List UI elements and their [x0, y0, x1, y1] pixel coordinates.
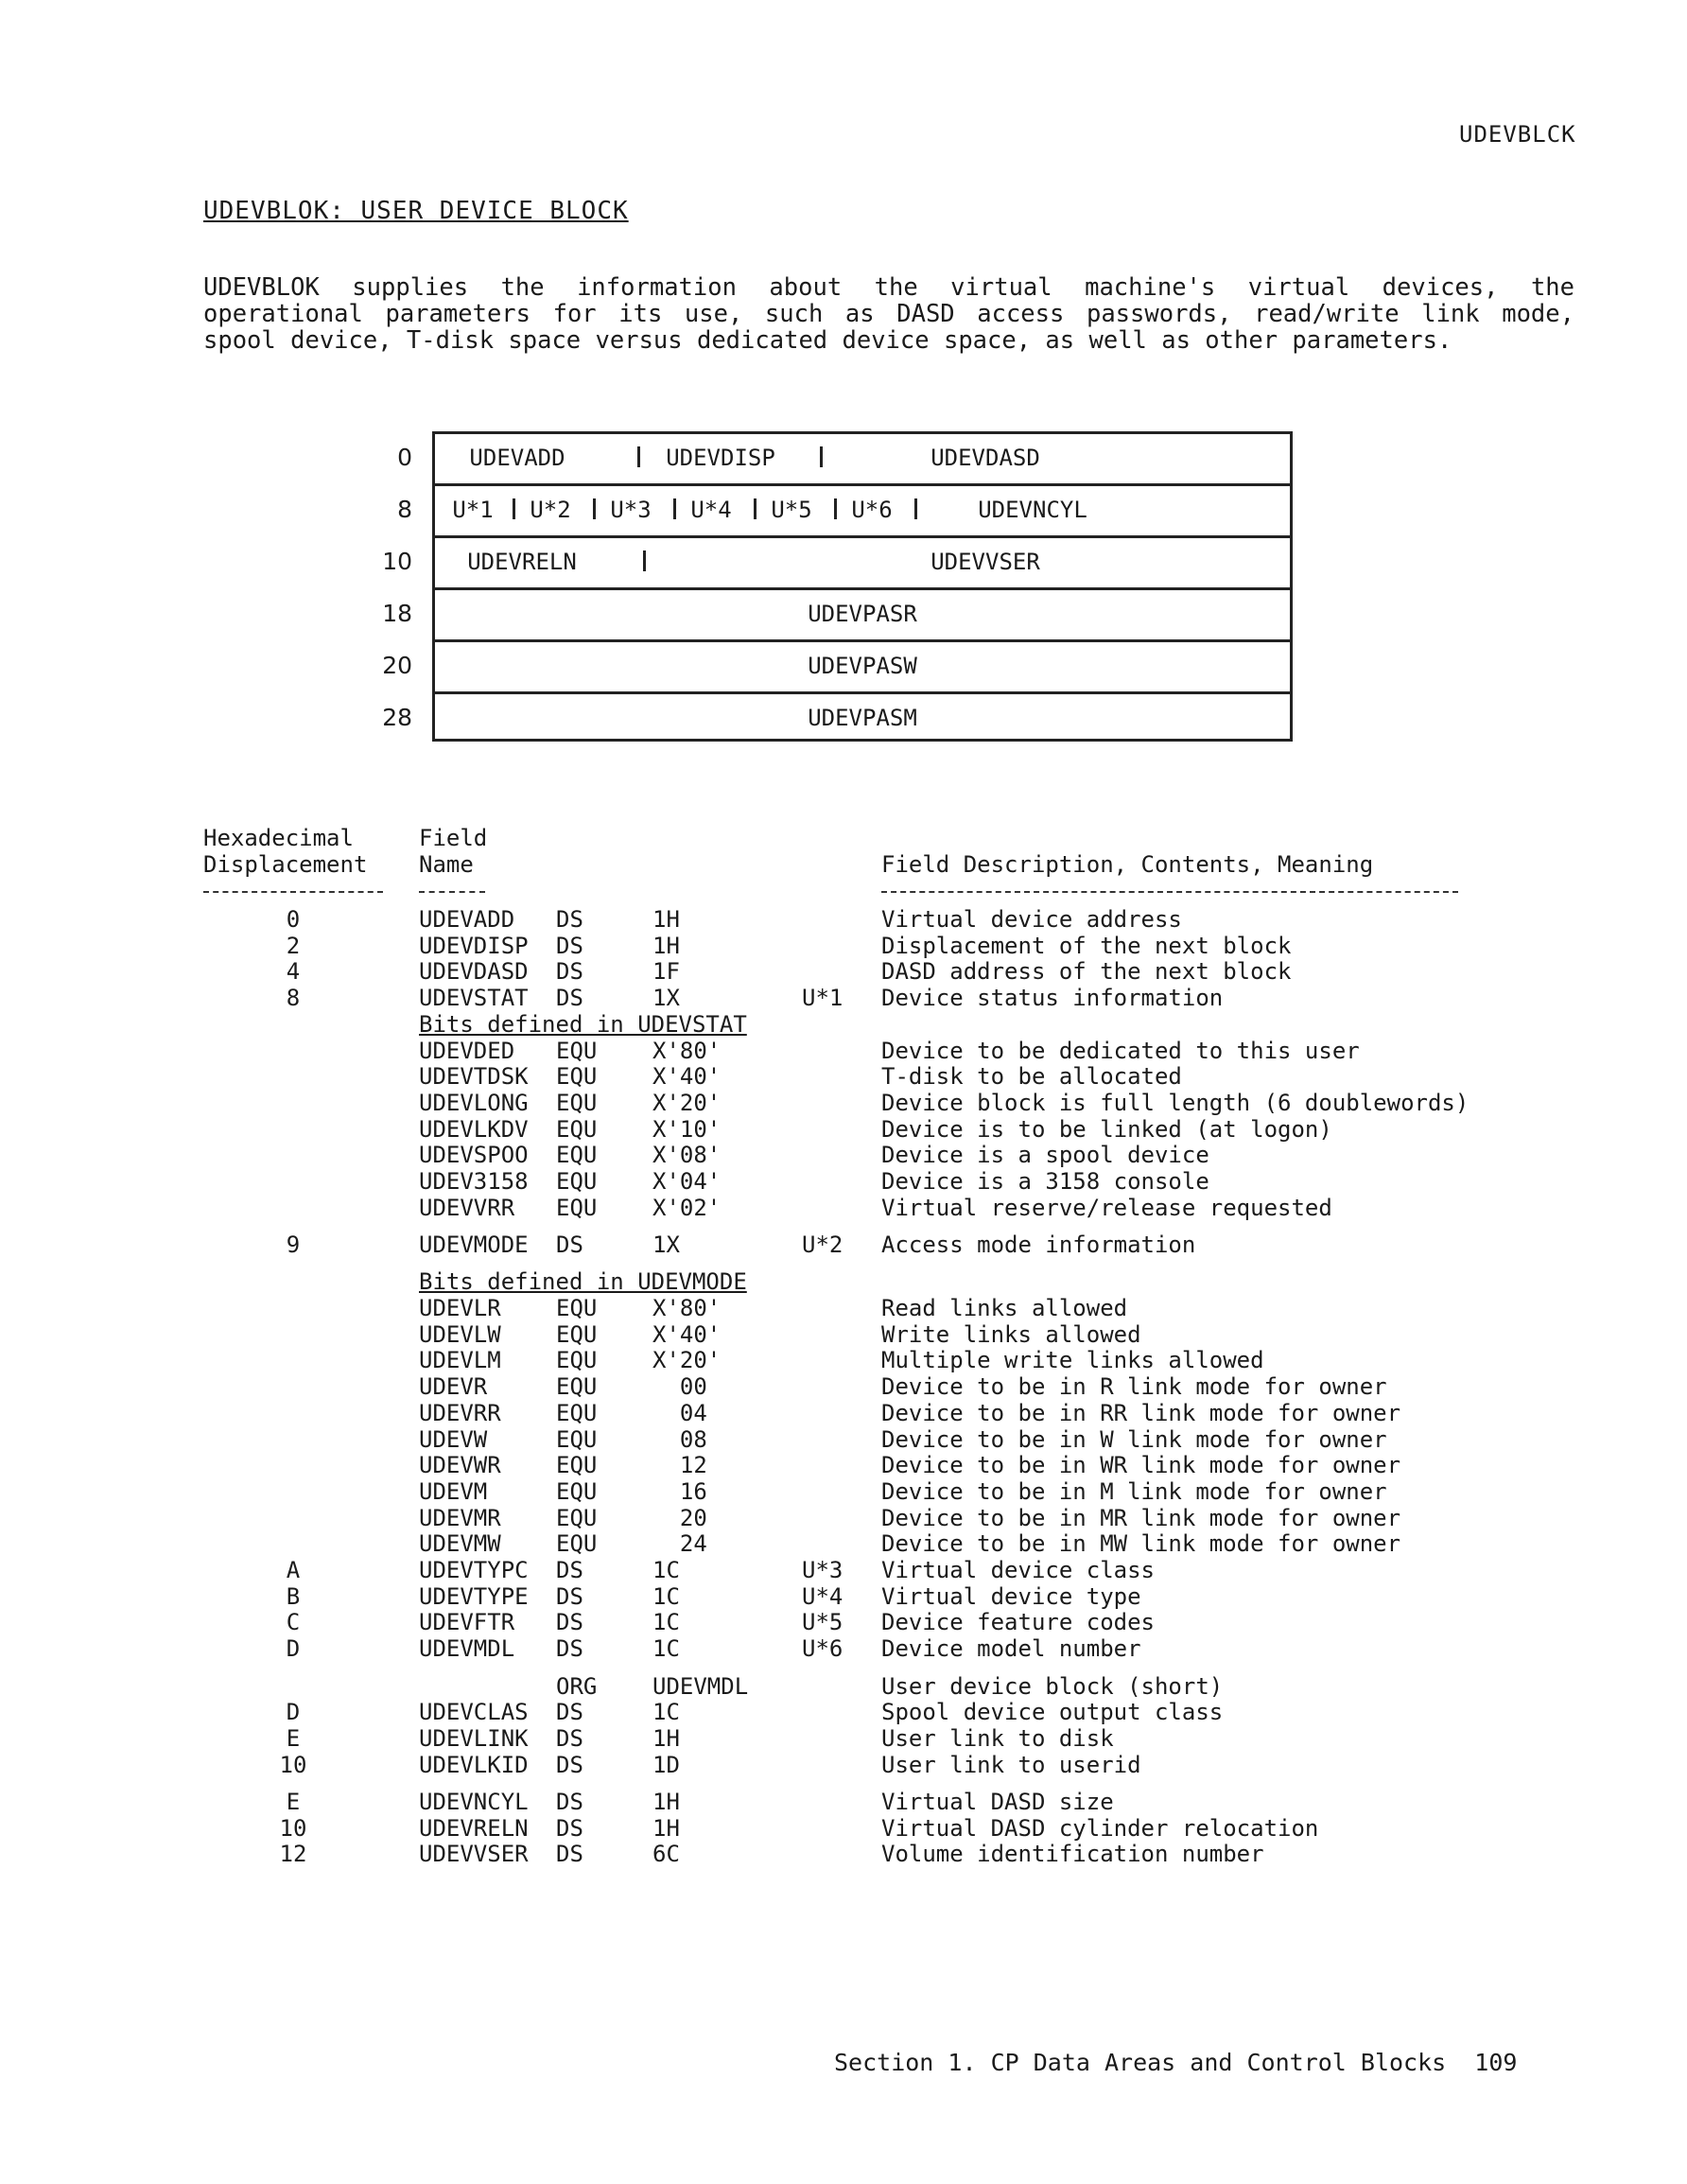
page-title: UDEVBLOK: USER DEVICE BLOCK — [203, 197, 629, 225]
table-row — [0, 1699, 1687, 1725]
directive-cell: DS — [556, 1635, 583, 1662]
field-u2: U*2 — [530, 497, 571, 523]
field-name-cell: UDEVLINK — [419, 1725, 529, 1752]
field-u3: U*3 — [610, 497, 652, 523]
description-cell: Virtual DASD cylinder relocation — [881, 1815, 1319, 1842]
reference-cell: U*5 — [802, 1609, 844, 1635]
directive-cell: EQU — [556, 1116, 598, 1143]
field-name-cell: UDEVLW — [419, 1321, 501, 1348]
cell-separator — [673, 498, 676, 519]
block-layout-diagram — [342, 420, 1326, 742]
reference-cell: U*2 — [802, 1232, 844, 1258]
table-row — [0, 1789, 1687, 1815]
field-name-cell: UDEVWR — [419, 1452, 501, 1478]
directive-cell: EQU — [556, 1321, 598, 1348]
table-row — [0, 1063, 1687, 1090]
value-cell: X'04' — [652, 1168, 722, 1195]
directive-cell: DS — [556, 1699, 583, 1725]
table-row — [0, 1815, 1687, 1842]
directive-cell: EQU — [556, 1400, 598, 1426]
field-name-cell: UDEVLR — [419, 1295, 501, 1321]
table-row — [0, 1321, 1687, 1348]
reference-cell: U*3 — [802, 1557, 844, 1583]
table-row — [0, 1168, 1687, 1195]
description-cell: User device block (short) — [881, 1673, 1224, 1700]
field-name-cell: UDEVCLAS — [419, 1699, 529, 1725]
cell-separator — [834, 498, 837, 519]
table-row — [0, 1426, 1687, 1453]
displacement-cell: 4 — [286, 958, 301, 985]
field-udevdasd: UDEVDASD — [930, 445, 1040, 471]
offset-label: 10 — [382, 548, 412, 575]
field-name-cell: UDEVMDL — [419, 1635, 515, 1662]
directive-cell: EQU — [556, 1168, 598, 1195]
description-cell: Virtual DASD size — [881, 1789, 1114, 1815]
field-name-cell: UDEVTYPC — [419, 1557, 529, 1583]
field-name-cell: UDEV3158 — [419, 1168, 529, 1195]
value-cell: 1H — [652, 1789, 680, 1815]
field-udevreln: UDEVRELN — [467, 549, 577, 575]
directive-cell: DS — [556, 1583, 583, 1610]
value-cell: X'80' — [652, 1038, 722, 1064]
field-name-cell: UDEVSPOO — [419, 1142, 529, 1168]
value-cell: 1H — [652, 906, 680, 933]
cell-separator — [643, 550, 646, 571]
table-row — [0, 1673, 1687, 1700]
directive-cell: EQU — [556, 1505, 598, 1531]
table-row — [0, 1583, 1687, 1610]
field-name-cell: UDEVTYPE — [419, 1583, 529, 1610]
description-cell: Device to be dedicated to this user — [881, 1038, 1360, 1064]
field-udevadd: UDEVADD — [469, 445, 565, 471]
diagram-divider — [432, 639, 1293, 642]
description-cell: Device to be in W link mode for owner — [881, 1426, 1387, 1453]
displacement-cell: C — [286, 1609, 301, 1635]
value-cell: 1C — [652, 1609, 680, 1635]
description-cell: Device to be in RR link mode for owner — [881, 1400, 1401, 1426]
directive-cell: DS — [556, 1232, 583, 1258]
intro-paragraph — [203, 274, 1574, 354]
value-cell: 1H — [652, 1815, 680, 1842]
directive-cell: ORG — [556, 1673, 598, 1700]
bits-subheading — [0, 1268, 1687, 1295]
diagram-divider — [432, 691, 1293, 694]
table-row — [0, 1609, 1687, 1635]
description-cell: Volume identification number — [881, 1841, 1264, 1867]
displacement-cell: E — [286, 1789, 301, 1815]
table-row — [0, 1478, 1687, 1505]
value-cell: 1H — [652, 1725, 680, 1752]
header-displacement-1: Hexadecimal — [203, 825, 354, 851]
value-cell: X'08' — [652, 1142, 722, 1168]
directive-cell: EQU — [556, 1373, 598, 1400]
directive-cell: DS — [556, 1815, 583, 1842]
value-cell: UDEVMDL — [652, 1673, 749, 1700]
diagram-frame — [432, 431, 1293, 742]
field-name-cell: UDEVVSER — [419, 1841, 529, 1867]
directive-cell: DS — [556, 1557, 583, 1583]
displacement-cell: 10 — [279, 1752, 307, 1778]
field-name-cell: UDEVMR — [419, 1505, 501, 1531]
description-cell: DASD address of the next block — [881, 958, 1292, 985]
field-name-cell: UDEVDED — [419, 1038, 515, 1064]
directive-cell: EQU — [556, 1195, 598, 1221]
table-row — [0, 1752, 1687, 1778]
field-name-cell: UDEVMW — [419, 1530, 501, 1557]
table-row — [0, 1090, 1687, 1116]
table-row — [0, 1841, 1687, 1867]
field-u1: U*1 — [452, 497, 494, 523]
description-cell: Device to be in MR link mode for owner — [881, 1505, 1401, 1531]
header-description: Field Description, Contents, Meaning — [881, 851, 1374, 878]
value-cell: X'40' — [652, 1321, 722, 1348]
field-name-cell: UDEVR — [419, 1373, 488, 1400]
displacement-cell: B — [286, 1583, 301, 1610]
diagram-divider — [432, 587, 1293, 590]
field-name-cell: UDEVVRR — [419, 1195, 515, 1221]
offset-label: 0 — [397, 444, 412, 471]
directive-cell: EQU — [556, 1090, 598, 1116]
table-row — [0, 1373, 1687, 1400]
field-u5: U*5 — [771, 497, 812, 523]
directive-cell: EQU — [556, 1038, 598, 1064]
page-footer: Section 1. CP Data Areas and Control Blocks 109 — [834, 2049, 1518, 2076]
directive-cell: EQU — [556, 1426, 598, 1453]
field-name-cell: UDEVM — [419, 1478, 488, 1505]
field-name-cell: UDEVW — [419, 1426, 488, 1453]
description-cell: Device to be in M link mode for owner — [881, 1478, 1387, 1505]
table-row — [0, 1725, 1687, 1752]
table-row — [0, 1116, 1687, 1143]
value-cell: 1C — [652, 1699, 680, 1725]
field-udevpasw: UDEVPASW — [808, 653, 917, 679]
header-field-1: Field — [419, 825, 488, 851]
displacement-cell: D — [286, 1699, 301, 1725]
cell-separator — [513, 498, 515, 519]
value-cell: 24 — [652, 1530, 707, 1557]
reference-cell: U*6 — [802, 1635, 844, 1662]
value-cell: 04 — [652, 1400, 707, 1426]
directive-cell: DS — [556, 1609, 583, 1635]
field-name-cell: UDEVLM — [419, 1347, 501, 1373]
value-cell: X'02' — [652, 1195, 722, 1221]
displacement-cell: E — [286, 1725, 301, 1752]
description-cell: Device model number — [881, 1635, 1141, 1662]
directive-cell: EQU — [556, 1530, 598, 1557]
diagram-divider — [432, 483, 1293, 486]
description-cell: Device to be in MW link mode for owner — [881, 1530, 1401, 1557]
directive-cell: DS — [556, 1725, 583, 1752]
field-u6: U*6 — [851, 497, 893, 523]
table-row — [0, 1347, 1687, 1373]
intro-line: operational parameters for its use, such as DASD access passwords, read/write link mode, — [203, 300, 1574, 328]
description-cell: Virtual device type — [881, 1583, 1141, 1610]
description-cell: Device feature codes — [881, 1609, 1155, 1635]
header-displacement-2: Displacement — [203, 851, 368, 878]
field-udevdisp: UDEVDISP — [666, 445, 775, 471]
value-cell: X'20' — [652, 1347, 722, 1373]
table-row — [0, 933, 1687, 959]
bits-subheading — [0, 1011, 1687, 1038]
displacement-cell: 0 — [286, 906, 301, 933]
description-cell: Device block is full length (6 doublewords) — [881, 1090, 1470, 1116]
offset-label: 18 — [382, 600, 412, 627]
value-cell: 08 — [652, 1426, 707, 1453]
intro-line: spool device, T-disk space versus dedicated device space, as well as other parameters. — [203, 326, 1452, 355]
directive-cell: EQU — [556, 1142, 598, 1168]
table-row — [0, 1635, 1687, 1662]
value-cell: 1C — [652, 1583, 680, 1610]
table-row — [0, 1232, 1687, 1258]
value-cell: 1X — [652, 985, 680, 1011]
value-cell: 1D — [652, 1752, 680, 1778]
value-cell: 16 — [652, 1478, 707, 1505]
subheading-text: Bits defined in UDEVMODE — [419, 1268, 747, 1295]
description-cell: Virtual device address — [881, 906, 1182, 933]
reference-cell: U*4 — [802, 1583, 844, 1610]
directive-cell: DS — [556, 1789, 583, 1815]
table-row — [0, 906, 1687, 933]
field-name-cell: UDEVLKID — [419, 1752, 529, 1778]
subheading-text: Bits defined in UDEVSTAT — [419, 1011, 747, 1038]
value-cell: 1C — [652, 1635, 680, 1662]
displacement-cell: 9 — [286, 1232, 301, 1258]
description-cell: Read links allowed — [881, 1295, 1128, 1321]
value-cell: 1C — [652, 1557, 680, 1583]
field-udevvser: UDEVVSER — [930, 549, 1040, 575]
header-rule — [203, 891, 383, 893]
value-cell: X'80' — [652, 1295, 722, 1321]
field-name-cell: UDEVNCYL — [419, 1789, 529, 1815]
directive-cell: DS — [556, 985, 583, 1011]
running-head: UDEVBLCK — [1459, 121, 1576, 148]
description-cell: Device to be in R link mode for owner — [881, 1373, 1387, 1400]
description-cell: Virtual reserve/release requested — [881, 1195, 1332, 1221]
directive-cell: EQU — [556, 1452, 598, 1478]
description-cell: User link to disk — [881, 1725, 1114, 1752]
offset-label: 8 — [397, 496, 412, 523]
field-name-cell: UDEVDASD — [419, 958, 529, 985]
directive-cell: DS — [556, 1752, 583, 1778]
field-name-cell: UDEVADD — [419, 906, 515, 933]
table-row — [0, 985, 1687, 1011]
directive-cell: EQU — [556, 1063, 598, 1090]
field-udevpasm: UDEVPASM — [808, 705, 917, 731]
diagram-divider — [432, 535, 1293, 538]
value-cell: 12 — [652, 1452, 707, 1478]
value-cell: X'40' — [652, 1063, 722, 1090]
offset-label: 28 — [382, 704, 412, 731]
displacement-cell: 8 — [286, 985, 301, 1011]
description-cell: Access mode information — [881, 1232, 1196, 1258]
directive-cell: DS — [556, 906, 583, 933]
table-row — [0, 1295, 1687, 1321]
table-row — [0, 1557, 1687, 1583]
field-name-cell: UDEVDISP — [419, 933, 529, 959]
table-row — [0, 1505, 1687, 1531]
field-udevncyl: UDEVNCYL — [978, 497, 1087, 523]
value-cell: 00 — [652, 1373, 707, 1400]
description-cell: Multiple write links allowed — [881, 1347, 1264, 1373]
description-cell: Write links allowed — [881, 1321, 1141, 1348]
directive-cell: EQU — [556, 1347, 598, 1373]
directive-cell: DS — [556, 1841, 583, 1867]
field-name-cell: UDEVTDSK — [419, 1063, 529, 1090]
table-row — [0, 1038, 1687, 1064]
table-row — [0, 958, 1687, 985]
field-u4: U*4 — [690, 497, 732, 523]
value-cell: 1X — [652, 1232, 680, 1258]
field-name-cell: UDEVLONG — [419, 1090, 529, 1116]
displacement-cell: D — [286, 1635, 301, 1662]
directive-cell: DS — [556, 958, 583, 985]
header-field-2: Name — [419, 851, 474, 878]
directive-cell: DS — [556, 933, 583, 959]
description-cell: Device is a 3158 console — [881, 1168, 1209, 1195]
description-cell: Device is a spool device — [881, 1142, 1209, 1168]
cell-separator — [820, 446, 823, 467]
table-row — [0, 1530, 1687, 1557]
cell-separator — [914, 498, 917, 519]
cell-separator — [593, 498, 596, 519]
description-cell: Device is to be linked (at logon) — [881, 1116, 1332, 1143]
cell-separator — [637, 446, 640, 467]
field-name-cell: UDEVMODE — [419, 1232, 529, 1258]
description-cell: Device status information — [881, 985, 1224, 1011]
value-cell: X'10' — [652, 1116, 722, 1143]
displacement-cell: 12 — [279, 1841, 307, 1867]
value-cell: X'20' — [652, 1090, 722, 1116]
reference-cell: U*1 — [802, 985, 844, 1011]
intro-line: UDEVBLOK supplies the information about the virtual machine's virtual devices, the — [203, 273, 1574, 302]
directive-cell: EQU — [556, 1295, 598, 1321]
value-cell: 20 — [652, 1505, 707, 1531]
description-cell: Device to be in WR link mode for owner — [881, 1452, 1401, 1478]
field-name-cell: UDEVRELN — [419, 1815, 529, 1842]
description-cell: Displacement of the next block — [881, 933, 1292, 959]
header-rule — [419, 891, 485, 893]
field-name-cell: UDEVSTAT — [419, 985, 529, 1011]
value-cell: 1H — [652, 933, 680, 959]
displacement-cell: 10 — [279, 1815, 307, 1842]
table-row — [0, 1400, 1687, 1426]
table-row — [0, 1195, 1687, 1221]
table-row — [0, 1452, 1687, 1478]
value-cell: 1F — [652, 958, 680, 985]
description-cell: User link to userid — [881, 1752, 1141, 1778]
value-cell: 6C — [652, 1841, 680, 1867]
offset-label: 20 — [382, 652, 412, 679]
header-rule — [881, 891, 1458, 893]
description-cell: Virtual device class — [881, 1557, 1155, 1583]
cell-separator — [754, 498, 757, 519]
field-udevpasr: UDEVPASR — [808, 601, 917, 627]
displacement-cell: 2 — [286, 933, 301, 959]
table-row — [0, 1142, 1687, 1168]
directive-cell: EQU — [556, 1478, 598, 1505]
displacement-cell: A — [286, 1557, 301, 1583]
field-name-cell: UDEVRR — [419, 1400, 501, 1426]
field-name-cell: UDEVFTR — [419, 1609, 515, 1635]
description-cell: Spool device output class — [881, 1699, 1224, 1725]
description-cell: T-disk to be allocated — [881, 1063, 1182, 1090]
field-name-cell: UDEVLKDV — [419, 1116, 529, 1143]
